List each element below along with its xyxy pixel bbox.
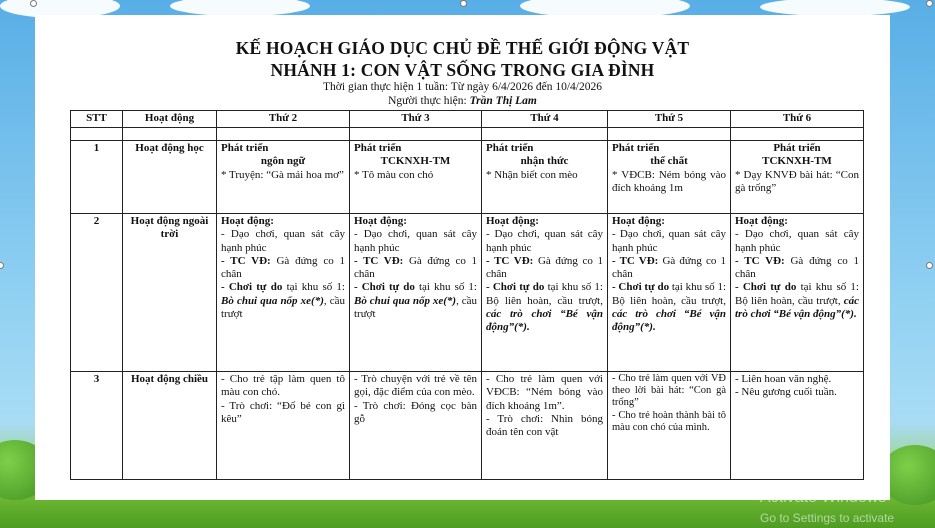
domain-line1: Phát triển [486, 142, 534, 154]
afternoon-item: - Nêu gương cuối tuần. [735, 386, 837, 399]
row-number: 2 [71, 214, 123, 372]
free-play-activity: Bò chui qua nốp xe(*) [221, 294, 324, 307]
wednesday-cell [482, 214, 608, 372]
afternoon-item: - Trò chơi: Nhìn bóng đoán tên con vật [486, 412, 603, 439]
free-play-label: - Chơi tự do [221, 281, 283, 294]
outdoor-heading: Hoạt động: [612, 215, 665, 227]
thursday-cell [608, 372, 731, 480]
afternoon-item: - Cho trẻ hoàn thành bài tô màu con chó của mình. [612, 409, 726, 433]
outdoor-game [735, 255, 859, 282]
table-row [71, 372, 864, 480]
game-label: - TC VĐ: [486, 254, 534, 267]
outdoor-game [612, 255, 726, 282]
table-header-row [71, 111, 864, 128]
domain-line2: thể chất [650, 155, 688, 168]
wednesday-cell [482, 372, 608, 480]
afternoon-item: - Liên hoan văn nghệ. [735, 373, 832, 385]
free-play-tail: Bộ liên hoàn, cầu trượt, [612, 294, 726, 307]
free-play-text: tại khu số 1: [671, 281, 727, 294]
game-label: - TC VĐ: [221, 254, 271, 267]
lesson-content: * Nhận biết con mèo [486, 168, 578, 181]
domain-line1: Phát triển [221, 142, 269, 154]
table-row [71, 214, 864, 372]
lesson-content: * Tô màu con chó [354, 168, 434, 181]
domain-line2: nhận thức [520, 155, 569, 168]
activity-name: Hoạt động ngoài trời [123, 214, 217, 372]
header-monday: Thứ 2 [217, 111, 350, 128]
header-activity: Hoạt động [123, 111, 217, 128]
outdoor-game [354, 255, 477, 282]
activity-name: Hoạt động chiều [123, 372, 217, 480]
outdoor-game [221, 255, 345, 282]
free-play-text: tại khu số 1: [286, 281, 345, 294]
wednesday-cell [482, 141, 608, 214]
free-play-tail: Bộ liên hoàn, cầu trượt, [735, 294, 841, 307]
outdoor-heading: Hoạt động: [735, 215, 788, 227]
spacer-row [71, 128, 864, 141]
free-play-text: tại khu số 1: [547, 281, 603, 294]
free-play-label: - Chơi tự do [612, 281, 670, 294]
game-text: Gà đứng co 1 chân [354, 254, 477, 281]
game-text: Gà đứng co 1 chân [221, 254, 345, 281]
monday-cell [217, 214, 350, 372]
document-subtitle: NHÁNH 1: CON VẬT SỐNG TRONG GIA ĐÌNH [270, 60, 655, 80]
outdoor-observe: - Dạo chơi, quan sát cây hạnh phúc [221, 228, 345, 254]
outdoor-observe: - Dạo chơi, quan sát cây hạnh phúc [612, 228, 726, 254]
domain-line2: TCKNXH-TM [762, 155, 832, 168]
outdoor-heading: Hoạt động: [221, 215, 274, 227]
outdoor-free-play [354, 281, 477, 321]
free-play-tail: Bộ liên hoàn, cầu trượt, [486, 294, 603, 307]
domain-line1: Phát triển [354, 142, 402, 154]
afternoon-item: - Trò chơi: Đóng cọc bàn gỗ [354, 399, 477, 425]
friday-cell [731, 141, 864, 214]
time-line: Thời gian thực hiện 1 tuần: Từ ngày 6/4/2026 đến 10/4/2026 [323, 81, 602, 93]
free-play-tail: , cầu trượt [221, 294, 345, 321]
monday-cell [217, 141, 350, 214]
activation-watermark [760, 488, 894, 528]
game-label: - TC VĐ: [735, 254, 785, 267]
game-label: - TC VĐ: [612, 254, 659, 267]
free-play-label: - Chơi tự do [354, 281, 415, 294]
document-title: KẾ HOẠCH GIÁO DỤC CHỦ ĐỀ THẾ GIỚI ĐỘNG VẬT [235, 38, 690, 58]
free-play-activity: các trò chơi “Bé vận động”(*). [612, 308, 726, 334]
outdoor-free-play [735, 281, 859, 321]
outdoor-free-play [612, 281, 726, 334]
afternoon-item: - Cho trẻ làm quen với VĐCB: “Ném bóng vào đích khoảng 1m”. [486, 373, 603, 412]
resize-handle[interactable] [30, 0, 37, 7]
resize-handle[interactable] [926, 262, 933, 269]
free-play-label: - Chơi tự do [735, 281, 797, 294]
header-friday: Thứ 6 [731, 111, 864, 128]
game-text: Gà đứng co 1 chân [612, 254, 726, 281]
free-play-tail: , cầu trượt [354, 294, 477, 321]
thursday-cell [608, 141, 731, 214]
domain-line1: Phát triển [612, 142, 660, 154]
executor-label: Người thực hiện: [388, 95, 467, 107]
outdoor-game [486, 255, 603, 282]
game-text: Gà đứng co 1 chân [735, 254, 859, 281]
afternoon-item: - Cho trẻ làm quen với VĐ theo lời bài hát: “Con gà trống” [612, 373, 726, 409]
afternoon-item: - Cho trẻ tập làm quen tô màu con chó. [221, 373, 345, 399]
header-wednesday: Thứ 4 [482, 111, 608, 128]
thursday-cell [608, 214, 731, 372]
free-play-activity: Bò chui qua nốp xe(*) [354, 294, 457, 307]
free-play-activity: các trò chơi “Bé vận động”(*). [735, 294, 859, 321]
game-text: Gà đứng co 1 chân [486, 254, 603, 281]
resize-handle[interactable] [460, 0, 467, 7]
row-number: 3 [71, 372, 123, 480]
monday-cell [217, 372, 350, 480]
outdoor-free-play [486, 281, 603, 334]
domain-line2: TCKNXH-TM [380, 155, 451, 168]
friday-cell [731, 214, 864, 372]
game-label: - TC VĐ: [354, 254, 404, 267]
domain-line2: ngôn ngữ [260, 155, 306, 168]
watermark-line2: Go to Settings to activate [760, 511, 895, 525]
free-play-text: tại khu số 1: [800, 281, 859, 294]
afternoon-item: - Trò chơi: “Đố bé con gì kêu” [221, 399, 345, 425]
afternoon-item: - Trò chuyện với trẻ về tên gọi, đặc điểm của con mèo. [354, 373, 477, 399]
header-tuesday: Thứ 3 [350, 111, 482, 128]
outdoor-observe: - Dạo chơi, quan sát cây hạnh phúc [486, 228, 603, 254]
tuesday-cell [350, 372, 482, 480]
watermark-line1: Activate Windows [760, 489, 887, 506]
row-number: 1 [71, 141, 123, 214]
outdoor-heading: Hoạt động: [486, 215, 539, 227]
tuesday-cell [350, 141, 482, 214]
domain-line1: Phát triển [773, 142, 821, 154]
free-play-text: tại khu số 1: [418, 281, 477, 294]
executor-line [35, 95, 890, 107]
header-thursday: Thứ 5 [608, 111, 731, 128]
free-play-activity: các trò chơi “Bé vận động”(*). [486, 308, 603, 334]
table-row [71, 141, 864, 214]
plan-table [70, 110, 864, 480]
outdoor-observe: - Dạo chơi, quan sát cây hạnh phúc [354, 228, 477, 254]
activity-name: Hoạt động học [123, 141, 217, 214]
tuesday-cell [350, 214, 482, 372]
executor-name: Trần Thị Lam [469, 95, 537, 107]
resize-handle[interactable] [926, 0, 933, 7]
free-play-label: - Chơi tự do [486, 281, 545, 294]
outdoor-heading: Hoạt động: [354, 215, 407, 227]
lesson-content: * VĐCB: Ném bóng vào đích khoảng 1m [612, 168, 726, 194]
outdoor-free-play [221, 281, 345, 321]
lesson-content: * Truyện: “Gà mái hoa mơ” [221, 168, 344, 181]
outdoor-observe: - Dạo chơi, quan sát cây hạnh phúc [735, 228, 859, 254]
lesson-content: * Dạy KNVĐ bài hát: “Con gà trống” [735, 168, 859, 194]
friday-cell [731, 372, 864, 480]
header-stt: STT [71, 111, 123, 128]
